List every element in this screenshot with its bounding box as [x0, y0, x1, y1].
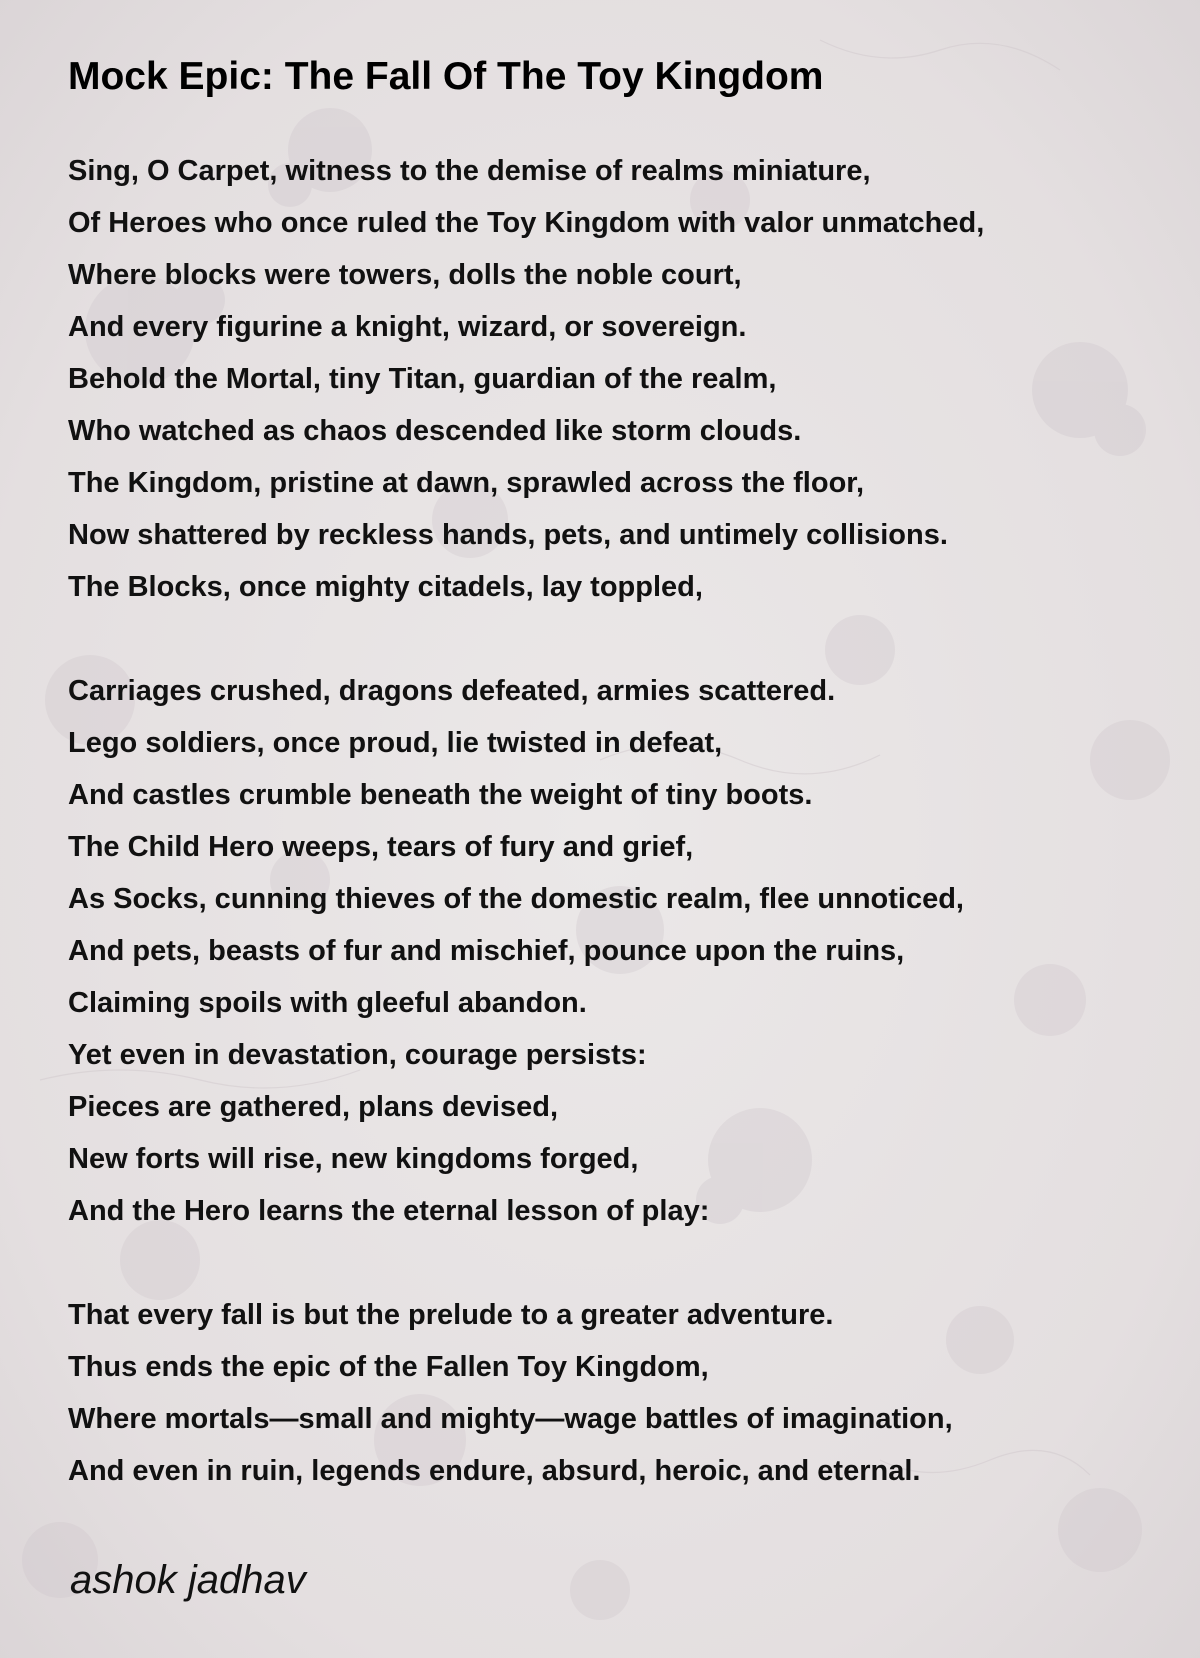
poem-body	[68, 145, 1168, 1497]
poem-line: New forts will rise, new kingdoms forged,	[68, 1143, 639, 1175]
poem-line: And castles crumble beneath the weight of tiny boots.	[68, 779, 813, 811]
poem-line: And pets, beasts of fur and mischief, pounce upon the ruins,	[68, 935, 905, 967]
poem-title: Mock Epic: The Fall Of The Toy Kingdom	[68, 55, 824, 98]
poem-line: The Kingdom, pristine at dawn, sprawled across the floor,	[68, 467, 865, 499]
poem-line: That every fall is but the prelude to a greater adventure.	[68, 1299, 834, 1331]
poem-line: As Socks, cunning thieves of the domestic realm, flee unnoticed,	[68, 883, 964, 915]
poem-line: Of Heroes who once ruled the Toy Kingdom with valor unmatched,	[68, 207, 985, 239]
poem-line: Where blocks were towers, dolls the noble court,	[68, 259, 742, 291]
stanza-break	[68, 613, 1168, 665]
poem-line: Thus ends the epic of the Fallen Toy Kingdom,	[68, 1351, 709, 1383]
poem-line: And the Hero learns the eternal lesson of play:	[68, 1195, 710, 1227]
poem-line: Where mortals—small and mighty—wage battles of imagination,	[68, 1403, 953, 1435]
stanza-break	[68, 1237, 1168, 1289]
poem-line: And even in ruin, legends endure, absurd, heroic, and eternal.	[68, 1455, 921, 1487]
stanza-2	[68, 665, 1168, 1237]
poem-line: Carriages crushed, dragons defeated, armies scattered.	[68, 675, 836, 707]
poem-line: And every figurine a knight, wizard, or sovereign.	[68, 311, 747, 343]
poem-line: Claiming spoils with gleeful abandon.	[68, 987, 587, 1019]
poem-line: The Blocks, once mighty citadels, lay toppled,	[68, 571, 703, 603]
poem-container	[68, 54, 1168, 1497]
poem-line: Who watched as chaos descended like storm clouds.	[68, 415, 802, 447]
poem-line: Pieces are gathered, plans devised,	[68, 1091, 559, 1123]
stanza-3	[68, 1289, 1168, 1497]
poem-line: Behold the Mortal, tiny Titan, guardian of the realm,	[68, 363, 777, 395]
poem-author: ashok jadhav	[70, 1558, 306, 1602]
stanza-1	[68, 145, 1168, 613]
poem-line: Yet even in devastation, courage persists:	[68, 1039, 647, 1071]
poem-line: Lego soldiers, once proud, lie twisted in defeat,	[68, 727, 723, 759]
poem-line: The Child Hero weeps, tears of fury and grief,	[68, 831, 694, 863]
poem-line: Sing, O Carpet, witness to the demise of realms miniature,	[68, 155, 871, 187]
poem-line: Now shattered by reckless hands, pets, and untimely collisions.	[68, 519, 948, 551]
